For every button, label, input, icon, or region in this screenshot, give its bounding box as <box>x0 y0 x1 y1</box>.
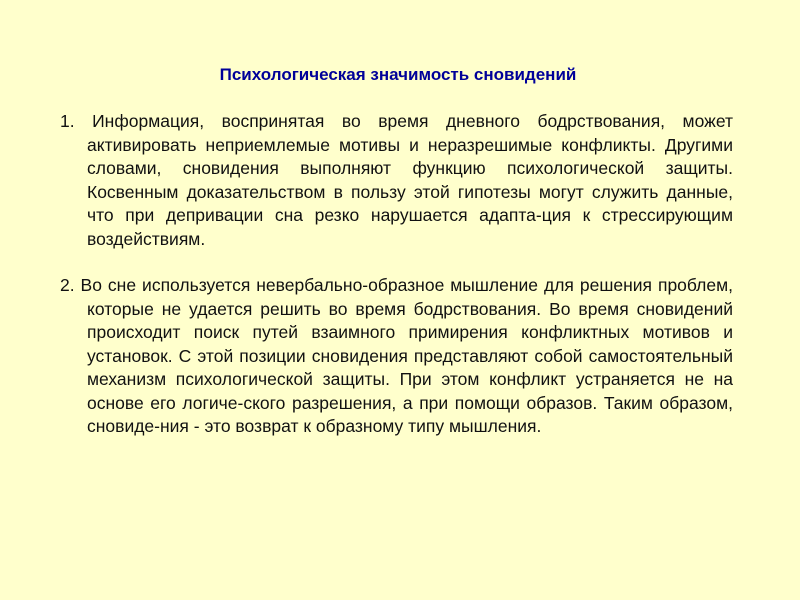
paragraph-2: 2. Во сне используется невербально-образное мышление для решения проблем, которые не удается решить во время бодрствования. Во время сновидений происходит поиск путей взаимного примирения конфликтных мотивов и установок. С этой позиции сновидения представляют собой самостоятельный механизм психологической защиты. При этом конфликт устраняется не на основе его логиче-ского разрешения, а при помощи образов. Таким образом, сновиде-ния - это возврат к образному типу мышления. <box>60 275 733 436</box>
paragraph-1: 1. Информация, воспринятая во время дневного бодрствования, может активировать неприемлемые мотивы и неразрешимые конфликты. Другими словами, сновидения выполняют функцию психологической защиты. Косвенным доказательством в пользу этой гипотезы могут служить данные, что при депривации сна резко нарушается адапта-ция к стрессирующим воздействиям. <box>60 111 733 249</box>
slide-title: Психологическая значимость сновидений <box>219 65 577 84</box>
slide-content <box>60 110 733 462</box>
